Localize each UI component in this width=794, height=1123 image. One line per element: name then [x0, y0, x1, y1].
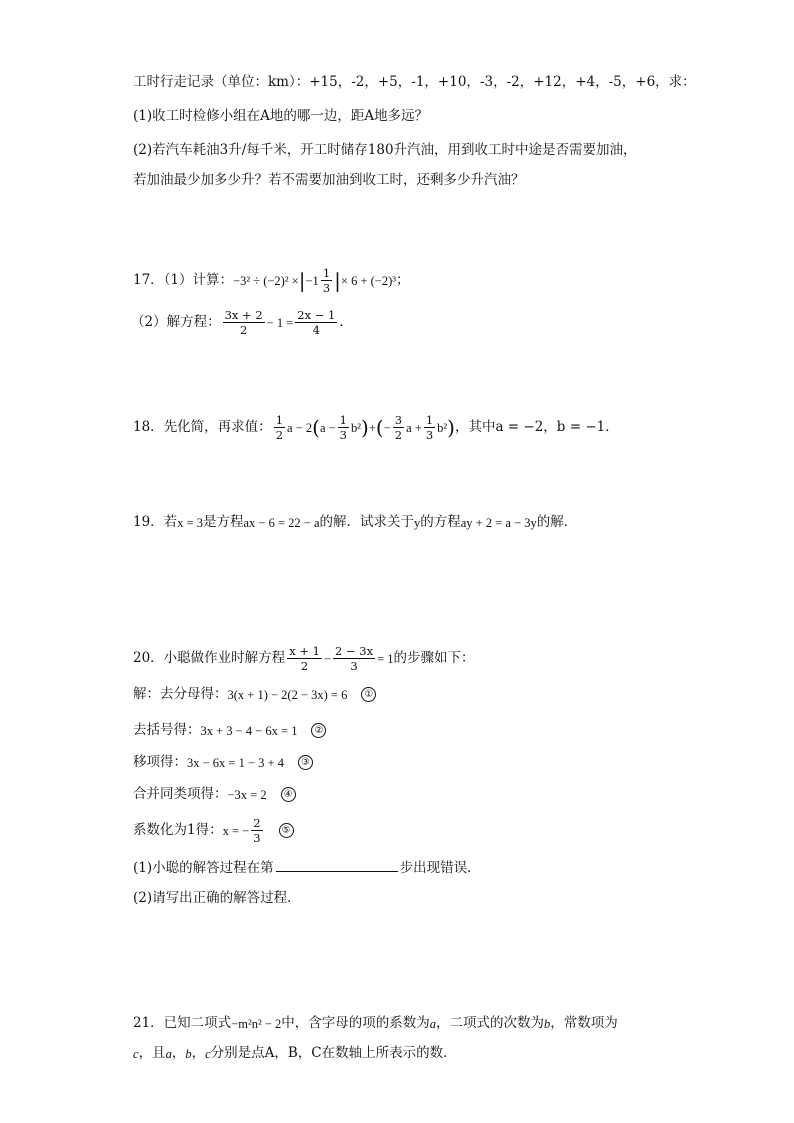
step-label: 移项得：: [133, 754, 187, 770]
p20-text-b: 的步骤如下：: [393, 650, 475, 666]
p19-text-a: 19．若: [133, 514, 178, 530]
var-a: a: [165, 1046, 172, 1061]
p21-line-2: [133, 1043, 457, 1064]
p18-frac2: $\frac{1}{3}$: [339, 413, 347, 442]
step-label: 合并同类项得：: [133, 786, 228, 802]
paren-open-1: (: [312, 415, 320, 440]
p16-question-1: (1)收工时检修小组在A地的哪一边，距A地多远？: [133, 108, 429, 124]
p19-text-c: 的解．试求关于: [319, 514, 414, 530]
p18-label: 先化简，再求值：: [163, 419, 272, 435]
p16-question-2a: (2)若汽车耗油3升/每千米，开工时储存180升汽油，用到收工时中途是否需要加油，: [133, 142, 637, 158]
abs-bar-left: |: [298, 268, 306, 293]
p17-part1-label: （1）计算：: [163, 272, 234, 288]
p17-part2-frac1: $\frac{3x + 2}{2}$: [224, 308, 263, 337]
p20-step-2: [133, 720, 326, 741]
step-marker: ②: [311, 723, 326, 738]
p21-text: 中，含字母的项的系数为: [281, 1015, 430, 1031]
p21-text: ，: [171, 1045, 186, 1061]
p17-part2: [131, 308, 353, 337]
step-marker: ④: [281, 787, 296, 802]
p20-eq: = 1: [377, 651, 394, 666]
p18-frac1: $\frac{1}{2}$: [275, 413, 284, 442]
p18-term4: +: [368, 420, 376, 435]
p20-step-4: [133, 784, 296, 805]
p17-expr-c: × 6 + (−2)³: [340, 273, 396, 288]
p17-expr-b: −1: [305, 273, 319, 288]
p20-frac2: $\frac{2 - 3x}{3}$: [335, 644, 374, 673]
p18-line: [133, 413, 619, 442]
p19-text-e: 的解．: [536, 514, 578, 530]
p16-question-2b: 若加油最少加多少升？若不需要加油到收工时，还剩多少升汽油？: [133, 172, 525, 188]
p20-title: [133, 644, 475, 673]
p20-frac1: $\frac{x + 1}{2}$: [289, 644, 320, 673]
p19-text-b: 是方程: [203, 514, 244, 530]
p19-math2: ax − 6 = 22 − a: [243, 515, 320, 530]
var-c: c: [133, 1046, 139, 1061]
step-marker: ①: [361, 687, 376, 702]
p20-step-3: [133, 752, 313, 773]
p19-math1: x = 3: [177, 515, 203, 530]
abs-bar-right: |: [334, 268, 341, 293]
p18-number: 18．: [133, 419, 164, 435]
p20-text-a: 20．小聪做作业时解方程: [133, 650, 286, 666]
p17-expr-a: −3² ÷ (−2)² ×: [233, 273, 299, 288]
p21-text: ，二项式的次数为: [436, 1015, 545, 1031]
p19-line: [133, 512, 577, 533]
p18-term6: a +: [406, 420, 422, 435]
p17-part2-label: （2）解方程：: [131, 314, 221, 330]
step-expression: x = −: [222, 823, 250, 838]
p20-q1-text-a: (1)小聪的解答过程在第: [133, 860, 274, 876]
step-marker: ⑤: [279, 823, 294, 838]
p17-part2-frac2: $\frac{2x - 1}{4}$: [297, 308, 336, 337]
p21-text: ，: [191, 1045, 206, 1061]
step-expression: 3(x + 1) − 2(2 − 3x) = 6: [227, 687, 348, 702]
p21-text: 分别是点A，B，C在数轴上所表示的数．: [210, 1045, 457, 1061]
paren-close-2: ): [447, 415, 455, 440]
p18-frac3: $\frac{3}{2}$: [394, 413, 403, 442]
p21-binomial: −m²n² − 2: [231, 1016, 282, 1031]
p17-fraction: $\frac{1}{3}$: [322, 266, 331, 295]
answer-blank[interactable]: [276, 857, 398, 872]
p21-text: 21．已知二项式: [133, 1015, 232, 1031]
step-label: 去括号得：: [133, 722, 201, 738]
p20-question-1: [133, 857, 481, 878]
p19-math4: ay + 2 = a − 3y: [460, 515, 537, 530]
p17-part2-mid: − 1 =: [266, 315, 294, 330]
paren-open-2: (: [375, 415, 384, 440]
p19-math3: y: [414, 515, 421, 530]
p20-step-1: [133, 684, 376, 705]
step-label: 系数化为1得：: [133, 822, 223, 838]
p21-text: ，常数项为: [550, 1015, 618, 1031]
p17-part1-end: ；: [396, 272, 410, 288]
p17-part1: [133, 266, 410, 295]
p18-term2: a −: [319, 420, 336, 435]
p20-minus: −: [323, 651, 331, 666]
p18-tail: ，其中a = −2，b = −1．: [454, 419, 619, 435]
var-a: a: [429, 1016, 437, 1031]
p19-text-d: 的方程: [420, 514, 461, 530]
step-marker: ③: [298, 755, 313, 770]
p18-term7: b²: [437, 420, 448, 435]
p21-text: ，且: [138, 1045, 166, 1061]
var-c: c: [205, 1046, 211, 1061]
paren-close-1: ): [361, 415, 369, 440]
p20-step-5: [133, 816, 294, 845]
p16-intro: 工时行走记录（单位：km）：+15，-2，+5，-1，+10，-3，-2，+12，+4，-5，+6，求：: [133, 74, 696, 90]
step-expression: 3x + 3 − 4 − 6x = 1: [200, 723, 298, 738]
p20-q1-text-b: 步出现错误．: [399, 860, 481, 876]
p20-question-2: (2)请写出正确的解答过程．: [133, 890, 301, 906]
p18-term1: a − 2: [287, 420, 313, 435]
step-expression: −3x = 2: [227, 787, 267, 802]
p17-part2-end: ．: [339, 314, 353, 330]
var-b: b: [185, 1046, 192, 1061]
p18-frac4: $\frac{1}{3}$: [425, 413, 434, 442]
step-label: 解：去分母得：: [133, 686, 228, 702]
step-expression: 3x − 6x = 1 − 3 + 4: [187, 755, 284, 770]
p18-term3: b²: [351, 420, 361, 435]
var-b: b: [544, 1016, 551, 1031]
p17-number: 17．: [133, 272, 164, 288]
p21-line-1: [133, 1013, 618, 1034]
step5-fraction: $\frac{2}{3}$: [253, 816, 261, 845]
p18-term5: −: [383, 420, 391, 435]
